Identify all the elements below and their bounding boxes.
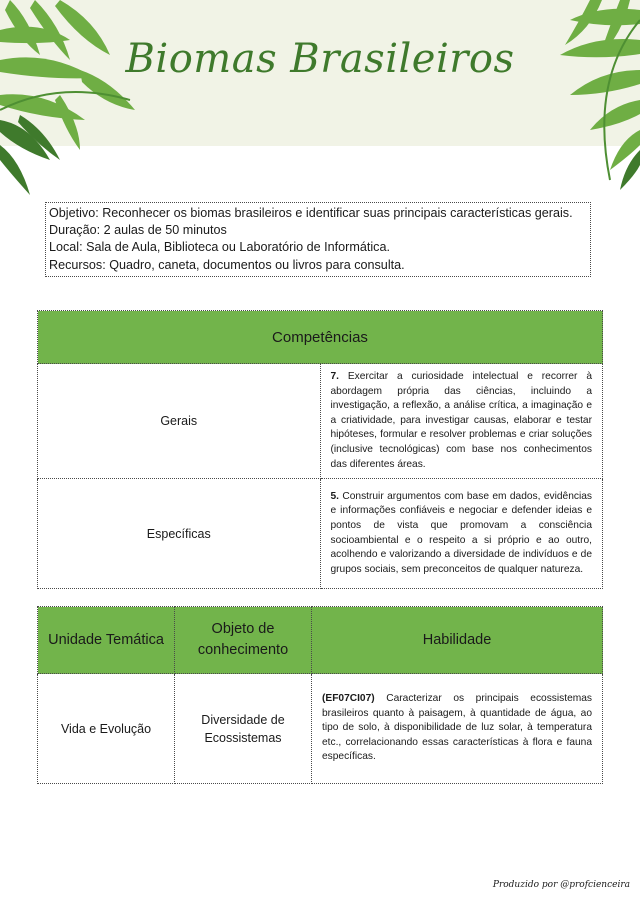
palm-leaf-right-decoration: [510, 0, 640, 190]
table-row: [38, 479, 603, 589]
duracao-text: Duração: 2 aulas de 50 minutos: [49, 223, 227, 238]
header-objeto-conhecimento: Objeto de conhecimento: [175, 607, 312, 674]
local-text: Local: Sala de Aula, Biblioteca ou Laboratório de Informática.: [49, 240, 390, 255]
competencia-label-especificas: Específicas: [38, 479, 321, 589]
competencia-number: 7.: [330, 371, 339, 382]
header-habilidade: Habilidade: [312, 607, 603, 674]
competencia-description: Construir argumentos com base em dados, evidências e informações confiáveis e negociar e defender ideias e pontos de vista que promovam a consciência socioambiental e o respeito a si próprio e ao outro, acolhendo e valorizando a diversidade de indivíduos e de grupos sociais, sem preconceitos de qualquer natureza.: [330, 490, 592, 575]
lesson-info-box: [45, 202, 591, 277]
recursos-text: Recursos: Quadro, caneta, documentos ou livros para consulta.: [49, 257, 405, 272]
palm-leaf-left-decoration: [0, 0, 150, 200]
competencia-text-gerais: [320, 364, 603, 479]
objeto-value: Diversidade de Ecossistemas: [175, 674, 312, 784]
unidade-value: Vida e Evolução: [38, 674, 175, 784]
competencia-label-gerais: Gerais: [38, 364, 321, 479]
unidade-tematica-table: [37, 606, 603, 784]
competencia-text-especificas: [320, 479, 603, 589]
habilidade-code: (EF07CI07): [322, 693, 375, 705]
habilidade-description: Caracterizar os principais ecossistemas brasileiros quanto à paisagem, à quantidade de água, ao tipo de solo, à disponibilidade de luz solar, à temperatura etc., correlacionando essas características à flora e fauna específicas.: [322, 693, 592, 763]
table-row: [38, 364, 603, 479]
objetivo-text: Objetivo: Reconhecer os biomas brasileiros e identificar suas principais características gerais.: [49, 206, 573, 220]
competencias-header: Competências: [38, 311, 603, 364]
page-title: Biomas Brasileiros: [125, 36, 515, 82]
competencia-number: 5.: [330, 490, 339, 502]
competencia-description: Exercitar a curiosidade intelectual e recorrer à abordagem própria das ciências, incluindo a investigação, a reflexão, a análise crítica, a imaginação e a criatividade, para investigar causas, elaborar e testar hipóteses, formular e resolver problemas e criar soluções (inclusive tecnológicas) com base nos conhecimentos das diferentes áreas.: [330, 371, 592, 470]
header-unidade-tematica: Unidade Temática: [38, 607, 175, 674]
table-row: [38, 674, 603, 784]
habilidade-value: [312, 674, 603, 784]
credit-text: Produzido por @profcienceira: [492, 880, 630, 890]
competencias-table: [37, 310, 603, 589]
